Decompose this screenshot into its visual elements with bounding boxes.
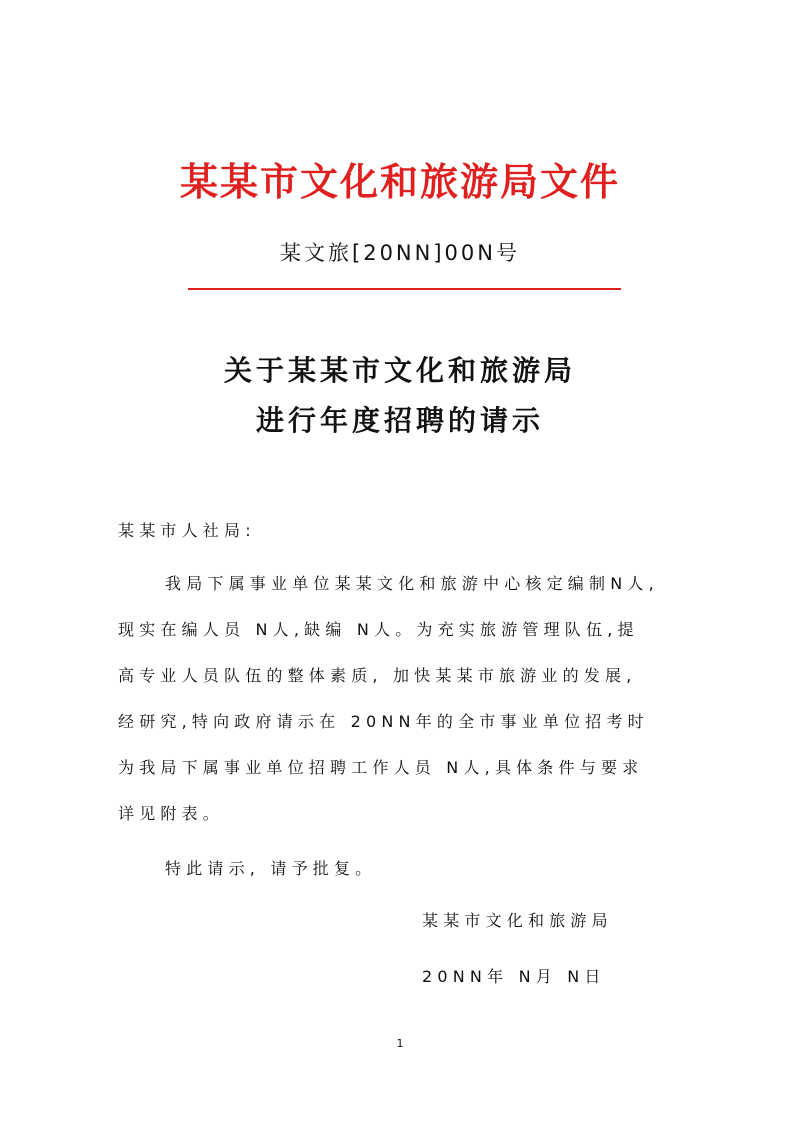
header-red-divider [188, 288, 621, 290]
body-line-3: 高专业人员队伍的整体素质, 加快某某市旅游业的发展, [118, 666, 637, 685]
body-line-1: 我局下属事业单位某某文化和旅游中心核定编制N人, [165, 574, 659, 593]
body-line-4: 经研究,特向政府请示在 20NN年的全市事业单位招考时 [118, 712, 649, 731]
body-line-2: 现实在编人员 N人,缺编 N人。为充实旅游管理队伍,提 [118, 620, 639, 639]
request-title-line-2: 进行年度招聘的请示 [255, 404, 544, 437]
body-line-5: 为我局下属事业单位招聘工作人员 N人,具体条件与要求 [118, 758, 644, 777]
signature-organization: 某某市文化和旅游局 [422, 911, 613, 930]
page-number: 1 [396, 1037, 404, 1050]
signature-date: 20NN年 N月 N日 [422, 967, 606, 986]
body-paragraph [118, 572, 708, 848]
closing-line: 特此请示, 请予批复。 [165, 859, 377, 878]
request-title-line-1: 关于某某市文化和旅游局 [223, 354, 576, 387]
document-number: 某文旅[20NN]00N号 [280, 241, 520, 265]
body-line-6: 详见附表。 [118, 804, 225, 823]
document-header-title: 某某市文化和旅游局文件 [179, 160, 620, 204]
salutation: 某某市人社局: [118, 521, 256, 540]
request-title [0, 346, 800, 446]
